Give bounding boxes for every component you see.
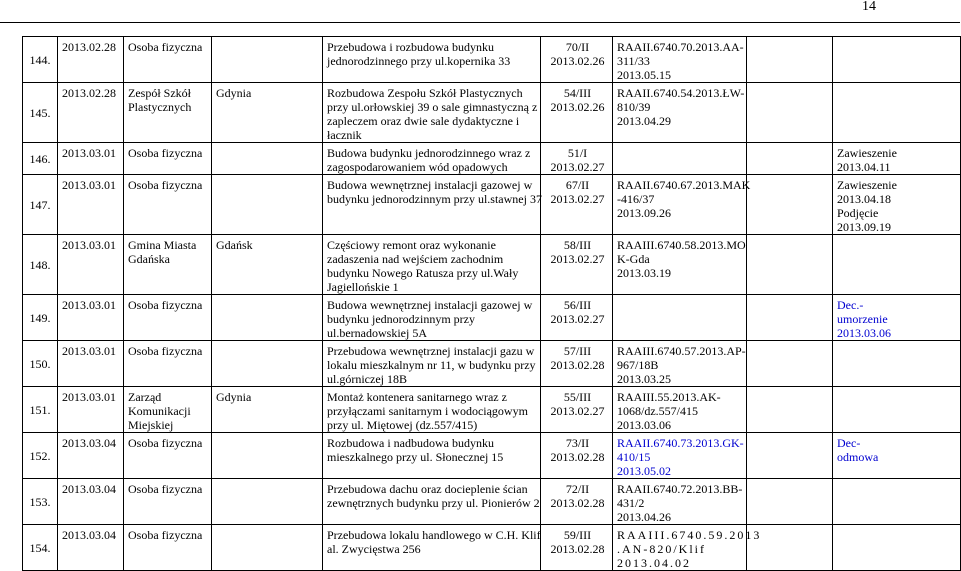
row-location [212, 433, 323, 479]
row-number [541, 341, 613, 387]
row-decision [613, 143, 747, 175]
row-notes-line: 2013.04.11 [837, 160, 891, 174]
row-decision-line: 967/18B [617, 358, 659, 372]
row-date: 2013.03.01 [58, 295, 124, 341]
row-decision-line: RAAII.6740.67.2013.MAK [617, 178, 751, 192]
row-location: Gdynia [212, 387, 323, 433]
row-decision-line: RAAIII.6740.59.2013 [617, 528, 762, 542]
row-empty [747, 143, 833, 175]
table-row [23, 341, 961, 387]
row-notes [833, 37, 961, 83]
row-investor [124, 143, 212, 175]
row-decision [613, 295, 747, 341]
row-number-line: 2013.02.27 [550, 160, 605, 174]
row-date: 2013.03.01 [58, 387, 124, 433]
row-decision-line: RAAIII.6740.58.2013.MO [617, 238, 746, 252]
row-number-line: 2013.02.28 [550, 358, 605, 372]
row-decision [613, 525, 762, 571]
row-number-line: 2013.02.28 [550, 450, 605, 464]
row-number-line: 54/III [563, 86, 592, 100]
row-description [323, 235, 541, 295]
row-description [323, 387, 541, 433]
row-empty [747, 433, 833, 479]
row-lp: 149. [23, 295, 58, 341]
row-notes-line: 2013.09.19 [837, 220, 891, 234]
row-date: 2013.03.01 [58, 175, 124, 235]
row-decision-line: 311/33 [617, 54, 650, 68]
row-lp: 146. [23, 143, 58, 175]
row-decision [613, 37, 747, 83]
row-lp: 150. [23, 341, 58, 387]
row-date: 2013.03.01 [58, 143, 124, 175]
table-row [23, 525, 961, 571]
row-date: 2013.02.28 [58, 37, 124, 83]
row-description-line: Częściowy remont oraz wykonanie [327, 238, 496, 252]
row-notes [833, 143, 961, 175]
row-description-line: Rozbudowa i nadbudowa budynku [327, 436, 494, 450]
row-description-line: ul.bernadowskiej 5A [327, 326, 427, 340]
row-notes [833, 479, 961, 525]
row-description-line: Jagiellońskie 1 [327, 280, 399, 294]
table-row [23, 37, 961, 83]
row-number [541, 175, 613, 235]
row-notes [833, 83, 961, 143]
row-investor-line: Komunikacji [128, 404, 191, 418]
row-investor-line: Zespół Szkół [128, 86, 191, 100]
row-decision-line: 2013.09.26 [617, 206, 671, 220]
row-decision-line: 2013.04.02 [617, 556, 691, 570]
row-description-line: Przebudowa lokalu handlowego w C.H. Klif [327, 528, 541, 542]
row-notes-line: umorzenie [837, 312, 888, 326]
row-number-line: 59/III [563, 528, 592, 542]
row-notes-line: Zawieszenie [837, 146, 897, 160]
row-decision [613, 433, 747, 479]
row-investor-line: Plastycznych [128, 100, 192, 114]
register-table [22, 36, 961, 571]
row-date: 2013.03.01 [58, 341, 124, 387]
row-date: 2013.03.04 [58, 479, 124, 525]
row-description-line: budynku jednorodzinnym przy ul.stawnej 37 [327, 192, 542, 206]
row-description [323, 143, 541, 175]
row-decision-line: RAAII.6740.54.2013.ŁW- [617, 86, 745, 100]
row-number [541, 479, 613, 525]
row-number [541, 83, 613, 143]
row-decision-line: 431/2 [617, 496, 645, 510]
row-description-line: Montaż kontenera sanitarnego wraz z [327, 390, 507, 404]
table-row [23, 295, 961, 341]
row-decision-line: -416/37 [617, 192, 655, 206]
row-number-line: 73/II [565, 436, 590, 450]
row-date: 2013.03.01 [58, 235, 124, 295]
row-lp: 147. [23, 175, 58, 235]
row-location [212, 37, 323, 83]
row-date: 2013.03.04 [58, 525, 124, 571]
row-number-line: 2013.02.27 [550, 404, 605, 418]
row-lp: 145. [23, 83, 58, 143]
row-number-line: 2013.02.28 [550, 542, 605, 556]
row-description-line: ul.górniczej 18B [327, 372, 407, 386]
row-empty [747, 341, 833, 387]
row-notes-line: odmowa [837, 450, 879, 464]
row-date: 2013.03.04 [58, 433, 124, 479]
row-description-line: mieszkalnego przy ul. Słonecznej 15 [327, 450, 504, 464]
row-empty [747, 479, 833, 525]
row-location: Gdańsk [212, 235, 323, 295]
table-row [23, 479, 961, 525]
row-number-line: 67/II [565, 178, 590, 192]
table-row [23, 143, 961, 175]
row-description-line: zagospodarowaniem wód opadowych [327, 160, 508, 174]
row-description-line: Budowa wewnętrznej instalacji gazowej w [327, 178, 533, 192]
row-empty [747, 175, 833, 235]
row-description [323, 83, 541, 143]
row-number [541, 295, 613, 341]
row-notes-line: 2013.04.18 [837, 192, 891, 206]
row-decision-line: 2013.03.06 [617, 418, 671, 432]
row-number [541, 387, 613, 433]
row-number-line: 2013.02.26 [550, 54, 605, 68]
row-investor-line: Gmina Miasta [128, 238, 197, 252]
row-description-line: lokalu mieszkalnym nr 11, w budynku przy [327, 358, 536, 372]
row-decision [613, 479, 747, 525]
row-number-line: 2013.02.27 [550, 192, 605, 206]
row-notes [833, 295, 961, 341]
row-investor [124, 37, 212, 83]
row-location [212, 143, 323, 175]
row-number-line: 2013.02.28 [550, 496, 605, 510]
row-description-line: Rozbudowa Zespołu Szkół Plastycznych [327, 86, 523, 100]
row-empty [747, 83, 833, 143]
row-empty [747, 387, 833, 433]
row-empty [747, 235, 833, 295]
row-decision [613, 83, 747, 143]
row-decision-line: 2013.05.02 [617, 464, 671, 478]
row-description [323, 341, 541, 387]
row-description-line: al. Zwycięstwa 256 [327, 542, 421, 556]
row-decision [613, 175, 751, 235]
row-notes [833, 433, 961, 479]
row-investor-line: Osoba fizyczna [128, 436, 203, 450]
row-description [323, 37, 541, 83]
row-decision-line: RAAII.6740.73.2013.GK- [617, 436, 744, 450]
row-investor-line: Osoba fizyczna [128, 298, 203, 312]
row-number-line: 55/III [563, 390, 592, 404]
row-lp: 152. [23, 433, 58, 479]
row-decision-line: 2013.04.29 [617, 114, 671, 128]
row-description-line: Budowa wewnętrznej instalacji gazowej w [327, 298, 533, 312]
table-row [23, 83, 961, 143]
row-number-line: 58/III [563, 238, 592, 252]
row-decision-line: .AN-820/Klif [617, 542, 706, 556]
row-investor [124, 341, 212, 387]
row-description-line: przy ul.orłowskiej 39 o sale gimnastyczną z [327, 100, 538, 114]
row-number [541, 235, 613, 295]
row-investor-line: Osoba fizyczna [128, 40, 203, 54]
row-decision-line: 410/15 [617, 450, 651, 464]
row-description-line: budynku Nowego Ratusza przy ul.Wały [327, 266, 519, 280]
row-notes-line: Zawieszenie [837, 178, 897, 192]
row-location [212, 479, 323, 525]
row-number-line: 2013.02.27 [550, 252, 605, 266]
row-notes [833, 235, 961, 295]
row-investor [124, 235, 212, 295]
row-description-line: jednorodzinnego przy ul.kopernika 33 [327, 54, 511, 68]
row-number [541, 143, 613, 175]
row-description-line: Przebudowa dachu oraz docieplenie ścian [327, 482, 528, 496]
row-investor [124, 83, 212, 143]
row-investor-line: Zarząd [128, 390, 162, 404]
row-number-line: 72/II [565, 482, 590, 496]
row-description [323, 175, 541, 235]
page-number: 14 [862, 0, 876, 14]
row-decision-line: RAAII.6740.72.2013.BB- [617, 482, 743, 496]
table-row [23, 175, 961, 235]
row-notes-line: Dec.- [837, 298, 864, 312]
row-notes-line: Dec- [837, 436, 861, 450]
row-notes [833, 341, 961, 387]
row-description-line: przyłączami sanitarnym i wodociągowym [327, 404, 528, 418]
row-lp: 153. [23, 479, 58, 525]
row-decision [613, 341, 747, 387]
row-investor-line: Osoba fizyczna [128, 344, 203, 358]
row-investor [124, 175, 212, 235]
row-lp: 148. [23, 235, 58, 295]
row-description [323, 295, 541, 341]
row-investor [124, 295, 212, 341]
row-investor [124, 433, 212, 479]
row-number-line: 2013.02.27 [550, 312, 605, 326]
row-description-line: przy ul. Miętowej (dz.557/415) [327, 418, 478, 432]
row-location [212, 341, 323, 387]
row-number-line: 57/III [563, 344, 592, 358]
row-description-line: Budowa budynku jednorodzinnego wraz z [327, 146, 531, 160]
row-lp: 144. [23, 37, 58, 83]
row-decision [613, 387, 747, 433]
row-number-line: 56/III [563, 298, 592, 312]
row-investor [124, 525, 212, 571]
row-decision-line: 2013.03.19 [617, 266, 671, 280]
row-notes [833, 525, 961, 571]
table-row [23, 387, 961, 433]
row-decision-line: 2013.03.25 [617, 372, 671, 386]
row-number-line: 70/II [565, 40, 590, 54]
row-decision-line: 810/39 [617, 100, 651, 114]
row-description [323, 433, 541, 479]
row-description-line: Przebudowa i rozbudowa budynku [327, 40, 494, 54]
row-number [541, 525, 613, 571]
row-number [541, 433, 613, 479]
row-date: 2013.02.28 [58, 83, 124, 143]
row-location [212, 525, 323, 571]
row-empty [747, 295, 833, 341]
row-decision-line: K-Gda [617, 252, 650, 266]
row-decision [613, 235, 747, 295]
row-empty [747, 37, 833, 83]
row-investor-line: Osoba fizyczna [128, 482, 203, 496]
row-decision-line: RAAIII.55.2013.AK- [617, 390, 721, 404]
row-description-line: Przebudowa wewnętrznej instalacji gazu w [327, 344, 535, 358]
row-decision-line: RAAII.6740.70.2013.AA- [617, 40, 744, 54]
row-description-line: zapleczem oraz dwie sale dydaktyczne i [327, 114, 520, 128]
row-description [323, 525, 541, 571]
row-decision-line: 1068/dz.557/415 [617, 404, 698, 418]
row-description [323, 479, 541, 525]
row-location [212, 175, 323, 235]
row-description-line: budynku jednorodzinnym przy [327, 312, 475, 326]
row-decision-line: 2013.05.15 [617, 68, 671, 82]
row-notes-line: Podjęcie [837, 206, 879, 220]
row-notes [833, 175, 961, 235]
row-investor-line: Miejskiej [128, 418, 174, 432]
row-investor-line: Osoba fizyczna [128, 146, 203, 160]
row-investor [124, 387, 212, 433]
row-investor-line: Gdańska [128, 252, 170, 266]
row-number-line: 51/I [567, 146, 588, 160]
row-decision-line: RAAIII.6740.57.2013.AP- [617, 344, 746, 358]
table-row [23, 235, 961, 295]
row-description-line: zadaszenia nad wejściem zachodnim [327, 252, 504, 266]
row-decision-line: 2013.04.26 [617, 510, 671, 524]
row-location: Gdynia [212, 83, 323, 143]
row-lp: 154. [23, 525, 58, 571]
row-investor-line: Osoba fizyczna [128, 178, 203, 192]
header-rule [0, 22, 960, 23]
row-number [541, 37, 613, 83]
register-rows [23, 37, 961, 571]
row-description-line: zewnętrznych budynku przy ul. Pionierów 2 [327, 496, 540, 510]
row-location [212, 295, 323, 341]
row-description-line: łacznik [327, 128, 362, 142]
row-notes-line: 2013.03.06 [837, 326, 891, 340]
row-notes [833, 387, 961, 433]
row-lp: 151. [23, 387, 58, 433]
table-row [23, 433, 961, 479]
row-investor [124, 479, 212, 525]
row-number-line: 2013.02.26 [550, 100, 605, 114]
row-investor-line: Osoba fizyczna [128, 528, 203, 542]
